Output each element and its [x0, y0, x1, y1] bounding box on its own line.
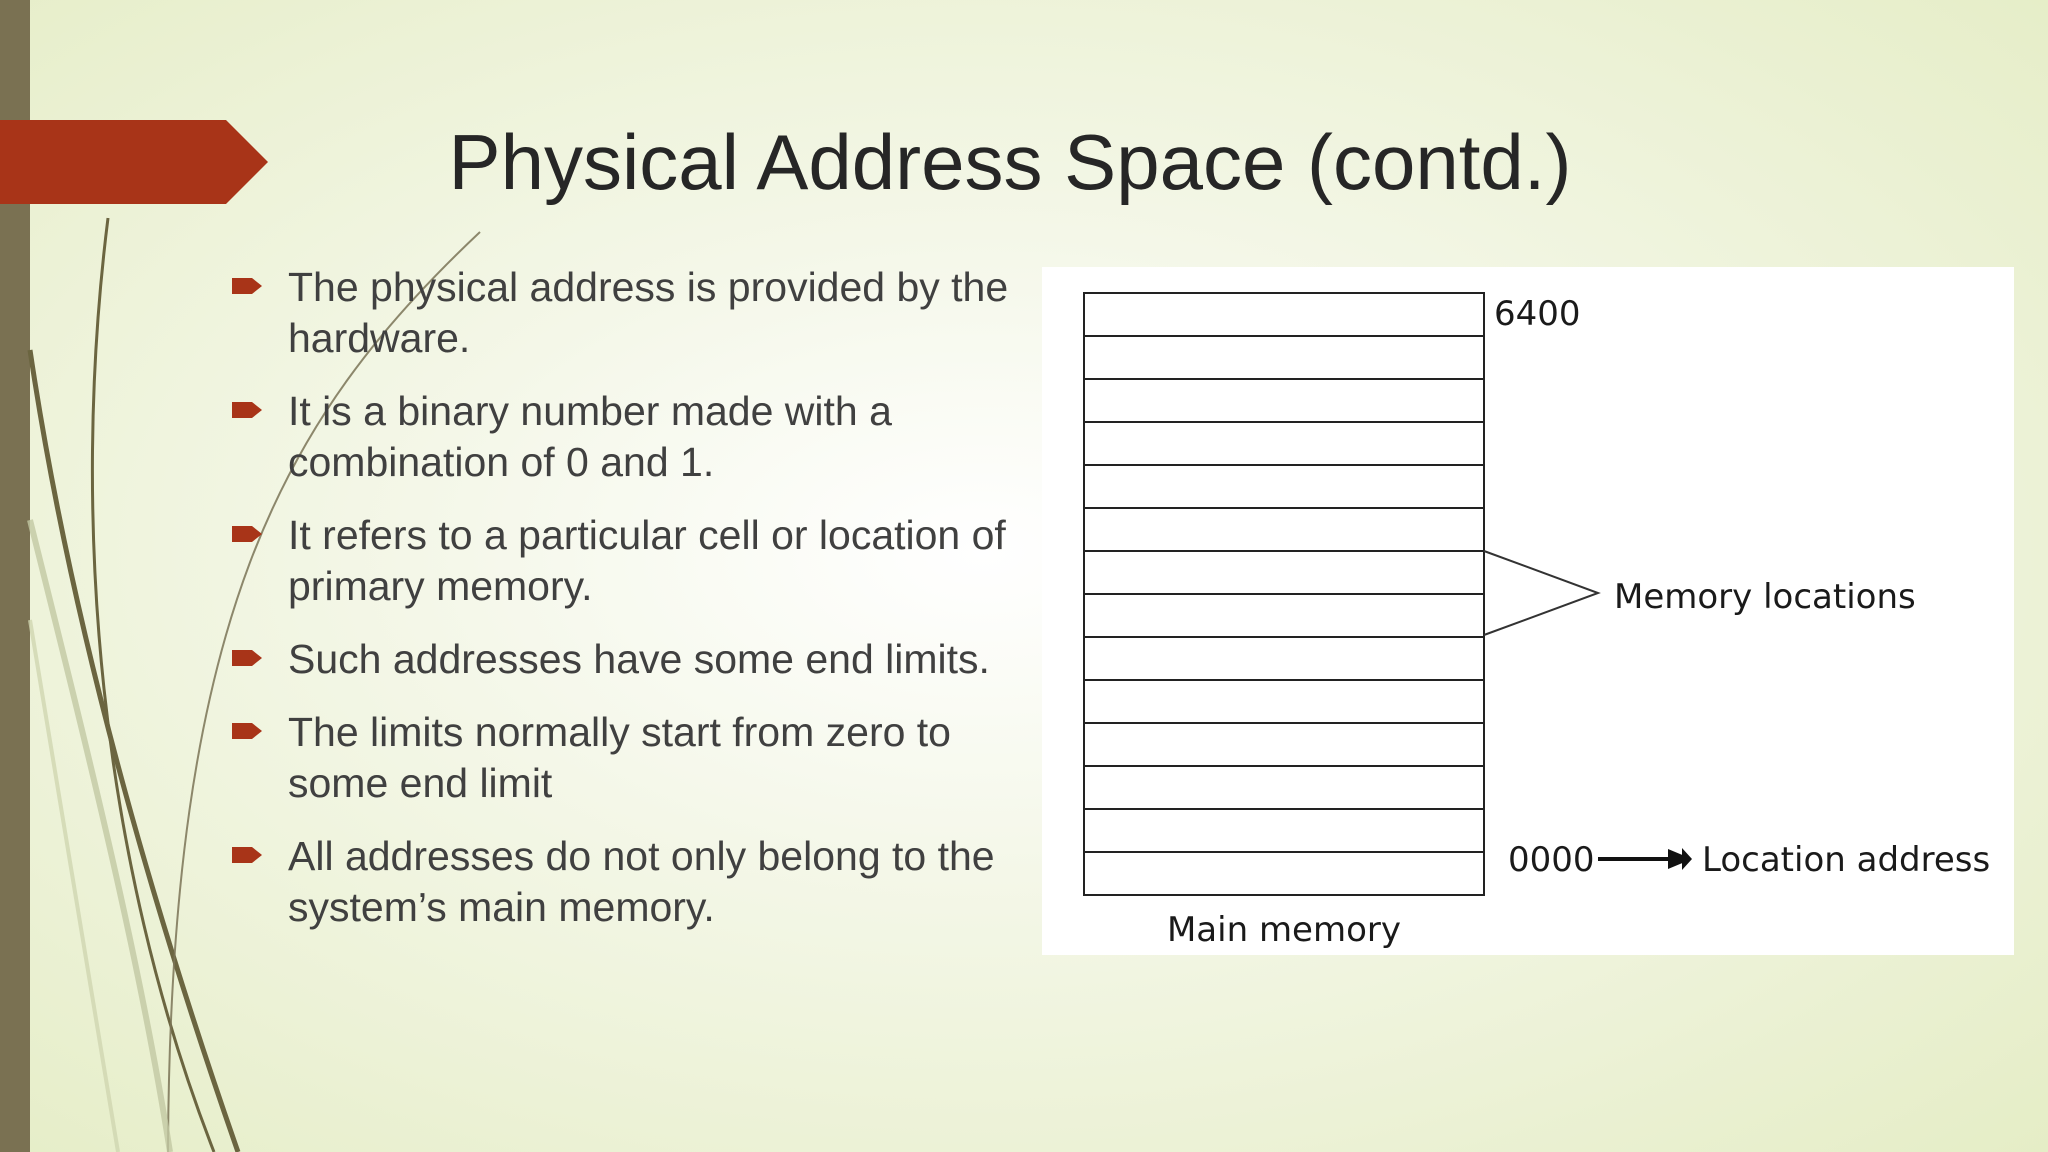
decorative-curve — [30, 520, 170, 1152]
bottom-address-label: 0000 — [1508, 840, 1595, 880]
top-address-label: 6400 — [1494, 294, 1581, 334]
memory-cell — [1084, 723, 1484, 766]
memory-cell — [1084, 293, 1484, 336]
memory-cell — [1084, 809, 1484, 852]
bullet-item — [232, 707, 1052, 809]
memory-cell — [1084, 680, 1484, 723]
bullet-text: All addresses do not only belong to the system’s main memory. — [288, 833, 995, 930]
bullet-text: Such addresses have some end limits. — [288, 636, 990, 682]
bullet-text: The physical address is provided by the hardware. — [288, 264, 1009, 361]
decorative-curve — [92, 218, 214, 1152]
memory-cell — [1084, 594, 1484, 637]
memory-locations-label: Memory locations — [1614, 577, 1916, 617]
memory-cell — [1084, 637, 1484, 680]
bullet-text: It refers to a particular cell or location of primary memory. — [288, 512, 1006, 609]
memory-cell — [1084, 852, 1484, 895]
arrow-bullet-icon — [232, 647, 264, 669]
bullet-text: The limits normally start from zero to some end limit — [288, 709, 951, 806]
memory-cell — [1084, 379, 1484, 422]
bullet-list — [232, 262, 1052, 955]
memory-cells — [1084, 293, 1484, 895]
arrow-bullet-icon — [232, 523, 264, 545]
location-address-label: Location address — [1702, 840, 1991, 880]
memory-cell — [1084, 422, 1484, 465]
title-arrow-banner — [0, 120, 268, 204]
arrow-bullet-icon — [232, 399, 264, 421]
memory-cell — [1084, 766, 1484, 809]
memory-cell — [1084, 551, 1484, 594]
decorative-curve — [30, 350, 238, 1152]
memory-diagram — [1042, 267, 2014, 955]
bullet-item — [232, 634, 1052, 685]
bullet-item — [232, 386, 1052, 488]
bullet-text: It is a binary number made with a combination of 0 and 1. — [288, 388, 892, 485]
main-memory-caption: Main memory — [1166, 910, 1402, 950]
memory-cell — [1084, 465, 1484, 508]
arrow-bullet-icon — [232, 844, 264, 866]
slide-title: Physical Address Space (contd.) — [448, 118, 1572, 206]
arrow-bullet-icon — [232, 720, 264, 742]
arrow-bullet-icon — [232, 275, 264, 297]
memory-locations-bracket — [1484, 551, 1598, 635]
bullet-item — [232, 510, 1052, 612]
memory-diagram-svg — [1042, 267, 2014, 955]
memory-cell — [1084, 508, 1484, 551]
location-address-arrow-head-icon — [1668, 848, 1692, 870]
bullet-item — [232, 831, 1052, 933]
memory-cell — [1084, 336, 1484, 379]
bullet-item — [232, 262, 1052, 364]
